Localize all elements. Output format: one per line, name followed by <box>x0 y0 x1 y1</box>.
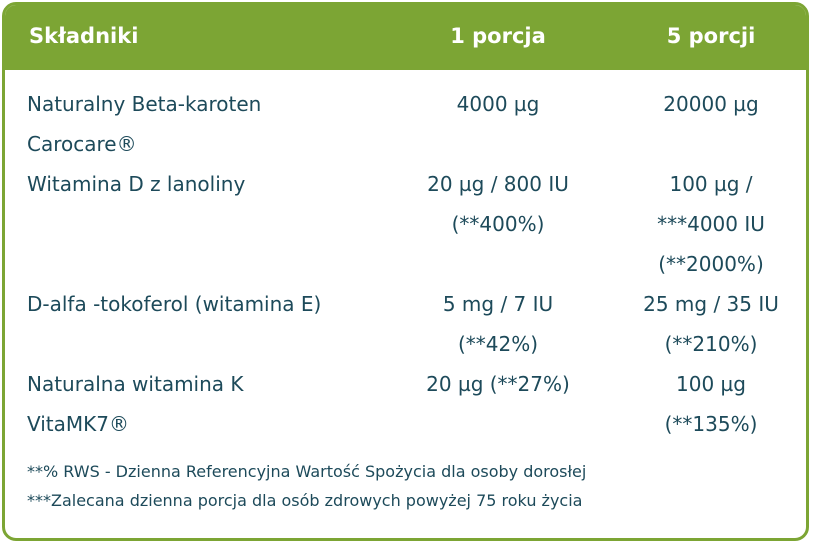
portion-5-value <box>603 164 809 284</box>
portion-1-value <box>393 364 603 404</box>
portion-1-value <box>393 84 603 124</box>
portion-5-line: (**2000%) <box>658 252 764 276</box>
footnote-recommended-portion: ***Zalecana dzienna porcja dla osób zdrowych powyżej 75 roku życia <box>27 491 583 510</box>
portion-1-line: 20 µg (**27%) <box>426 372 570 396</box>
ingredient-name-line: Naturalny Beta-karoten <box>27 92 262 116</box>
table-header <box>5 5 806 70</box>
ingredient-name-line: Carocare® <box>27 132 137 156</box>
footnote-rws: **% RWS - Dzienna Referencyjna Wartość Spożycia dla osoby dorosłej <box>27 462 587 481</box>
portion-5-value <box>603 364 809 444</box>
portion-5-value <box>603 284 809 364</box>
portion-5-line: ***4000 IU <box>657 212 765 236</box>
portion-1-line: 5 mg / 7 IU <box>442 292 554 316</box>
header-1-portion: 1 porcja <box>450 24 546 48</box>
portion-1-line: 20 µg / 800 IU <box>427 172 569 196</box>
ingredient-name-line: Naturalna witamina K <box>27 372 244 396</box>
portion-5-line: (**210%) <box>664 332 758 356</box>
table-row <box>5 84 806 164</box>
portion-1-line: (**400%) <box>451 212 545 236</box>
ingredient-name <box>27 284 397 324</box>
ingredient-name-line: VitaMK7® <box>27 412 129 436</box>
portion-5-line: 100 µg / <box>669 172 753 196</box>
portion-1-line: 4000 µg <box>456 92 540 116</box>
table-row <box>5 364 806 444</box>
table-row <box>5 284 806 364</box>
header-ingredients: Składniki <box>29 24 139 48</box>
footnotes <box>27 457 586 515</box>
ingredient-name <box>27 84 397 164</box>
ingredient-name <box>27 164 397 204</box>
ingredient-name-line: Witamina D z lanoliny <box>27 172 246 196</box>
portion-5-value <box>603 84 809 124</box>
table-body <box>5 84 806 444</box>
portion-1-value <box>393 164 603 244</box>
header-5-portions: 5 porcji <box>666 24 756 48</box>
table-row <box>5 164 806 284</box>
portion-5-line: (**135%) <box>664 412 758 436</box>
portion-1-value <box>393 284 603 364</box>
ingredient-name-line: D-alfa -tokoferol (witamina E) <box>27 292 322 316</box>
portion-1-line: (**42%) <box>457 332 539 356</box>
ingredients-table <box>2 2 809 541</box>
portion-5-line: 20000 µg <box>663 92 759 116</box>
ingredient-name <box>27 364 397 444</box>
portion-5-line: 25 mg / 35 IU <box>643 292 779 316</box>
portion-5-line: 100 µg <box>676 372 746 396</box>
